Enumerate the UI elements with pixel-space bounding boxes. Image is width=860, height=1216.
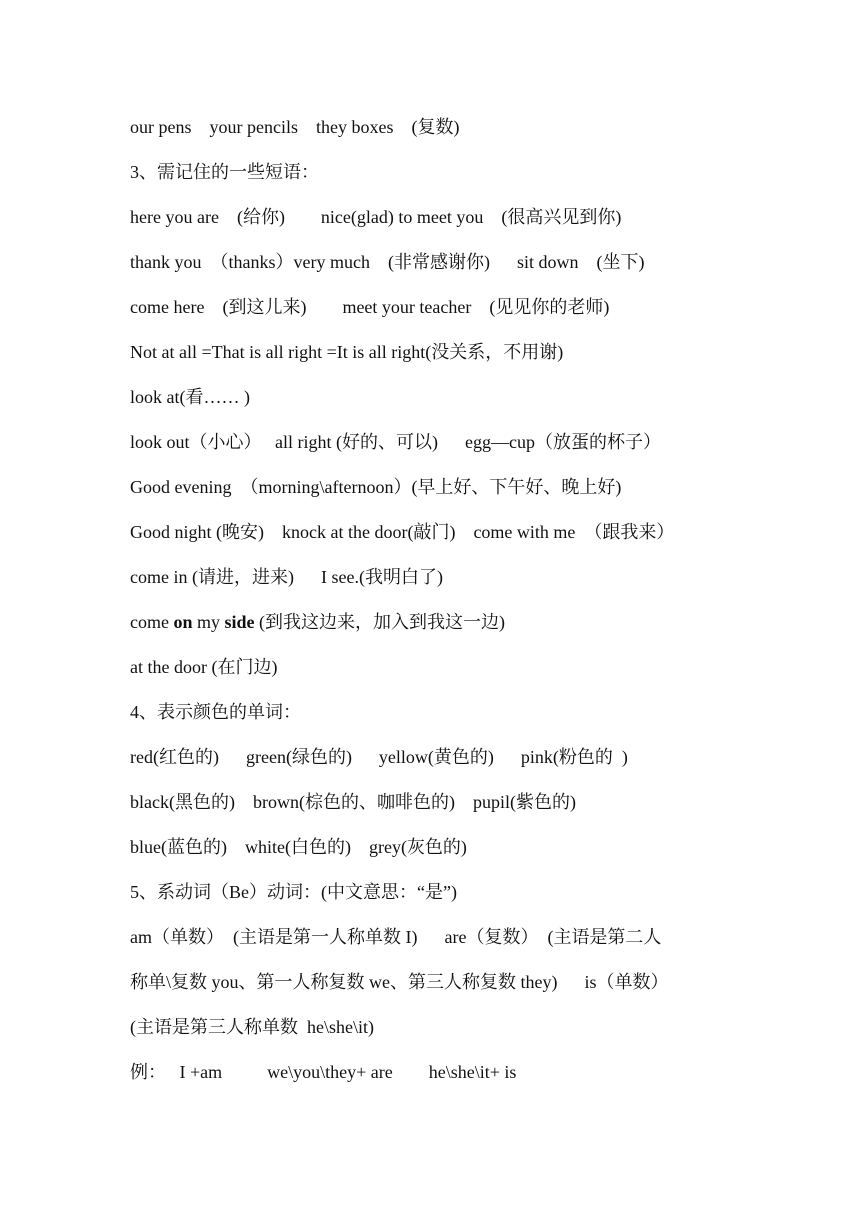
text-line-look-at: look at(看…… ) [130,387,250,407]
text-line-here-you-are: here you are (给你) nice(glad) to meet you (很高兴见到你) [130,207,622,227]
text-line-colors-2: black(黑色的) brown(棕色的、咖啡色的) pupil(紫色的) [130,792,576,812]
text-line-come-on-my-side [130,610,505,634]
text-line-be-is: (主语是第三人称单数 he\she\it) [130,1017,374,1037]
text-line-be-am: am（单数） (主语是第一人称单数 I) are（复数） (主语是第二人 [130,927,662,947]
text-line-come-in: come in (请进，进来) I see.(我明白了) [130,567,443,587]
text-line-colors-1: red(红色的) green(绿色的) yellow(黄色的) pink(粉色的 ) [130,747,628,767]
text-line-colors-3: blue(蓝色的) white(白色的) grey(灰色的) [130,837,467,857]
bold-word-side: side [224,612,255,632]
heading-be-verbs: 5、系动词（Be）动词：(中文意思：“是”) [130,882,457,902]
text-line-at-the-door: at the door (在门边) [130,657,278,677]
text-line-thank-you: thank you （thanks）very much (非常感谢你) sit down (坐下) [130,252,645,272]
text-line-example: 例： I +am we\you\they+ are he\she\it+ is [130,1062,517,1082]
text-line-good-evening: Good evening （morning\afternoon）(早上好、下午好、晚上好) [130,477,622,497]
heading-colors: 4、表示颜色的单词： [130,702,301,722]
text-segment: come [130,612,174,632]
text-line-not-at-all: Not at all =That is all right =It is all right(没关系，不用谢) [130,342,564,362]
text-line-come-here: come here (到这儿来) meet your teacher (见见你的老师) [130,297,610,317]
bold-word-on: on [173,612,193,632]
text-line-good-night: Good night (晚安) knock at the door(敲门) come with me （跟我来） [130,522,675,542]
text-line-look-out: look out（小心） all right (好的、可以) egg—cup（放蛋的杯子） [130,432,661,452]
text-segment: my [192,612,225,632]
text-line-be-are: 称单\复数 you、第一人称复数 we、第三人称复数 they) is（单数） [130,972,669,992]
text-segment: (到我这边来，加入到我这一边) [254,612,506,632]
text-line-plural-examples: our pens your pencils they boxes (复数) [130,117,460,137]
heading-phrases: 3、需记住的一些短语： [130,162,319,182]
